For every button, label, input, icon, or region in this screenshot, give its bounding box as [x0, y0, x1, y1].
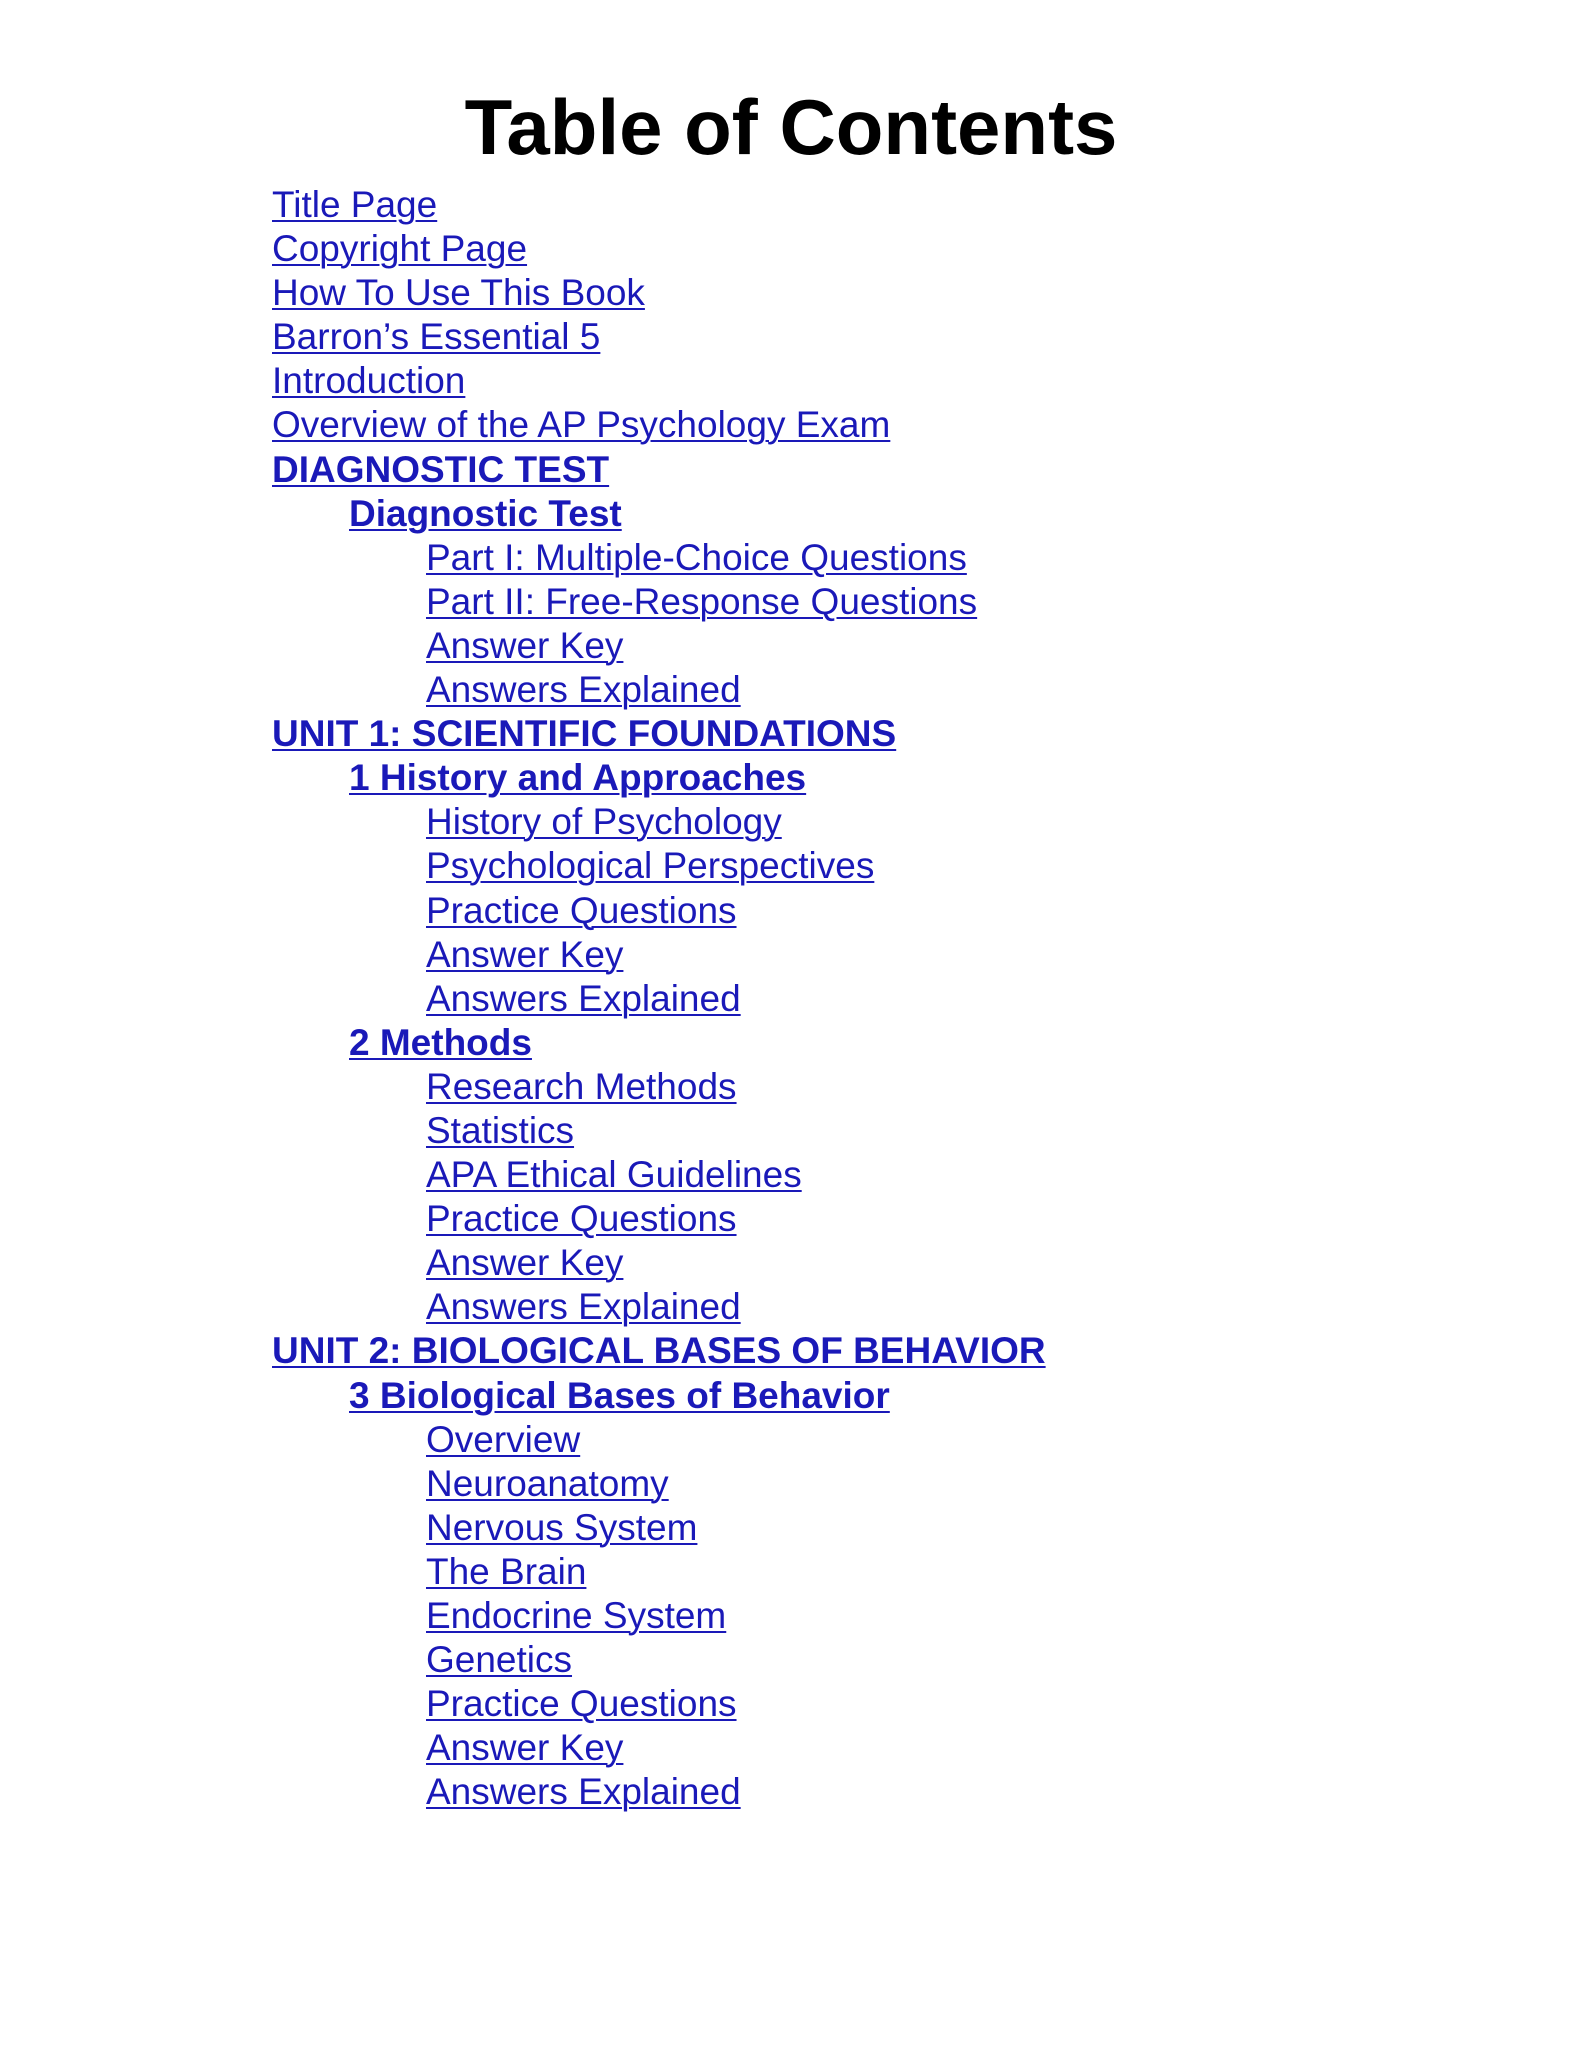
toc-front-matter-link[interactable]: Copyright Page — [272, 228, 528, 270]
toc-chapter-link[interactable]: Diagnostic Test — [349, 492, 622, 534]
toc-subsection-link[interactable]: Answers Explained — [426, 1771, 741, 1813]
toc-entry — [272, 1770, 1046, 1814]
toc-subsection-link[interactable]: Statistics — [426, 1109, 575, 1151]
toc-subsection-link[interactable]: Answers Explained — [426, 1286, 741, 1328]
toc-section-link[interactable]: UNIT 1: SCIENTIFIC FOUNDATIONS — [272, 713, 897, 755]
toc-subsection-link[interactable]: History of Psychology — [426, 801, 782, 843]
toc-subsection-link[interactable]: Practice Questions — [426, 1198, 737, 1240]
toc-entry — [272, 448, 1046, 492]
toc-subsection-link[interactable]: Genetics — [426, 1639, 573, 1681]
toc-front-matter-link[interactable]: Barron’s Essential 5 — [272, 316, 601, 358]
toc-entry — [272, 403, 1046, 447]
toc-entry — [272, 1241, 1046, 1285]
toc-subsection-link[interactable]: Part I: Multiple-Choice Questions — [426, 536, 967, 578]
toc-entry — [272, 1374, 1046, 1418]
toc-entry — [272, 1197, 1046, 1241]
toc-subsection-link[interactable]: The Brain — [426, 1550, 587, 1592]
toc-entry — [272, 227, 1046, 271]
toc-subsection-link[interactable]: APA Ethical Guidelines — [426, 1154, 802, 1196]
toc-subsection-link[interactable]: Answer Key — [426, 1727, 624, 1769]
toc-entry — [272, 271, 1046, 315]
toc-entry — [272, 183, 1046, 227]
toc-entry — [272, 1726, 1046, 1770]
toc-subsection-link[interactable]: Practice Questions — [426, 1683, 737, 1725]
toc-front-matter-link[interactable]: Title Page — [272, 184, 438, 225]
toc-front-matter-link[interactable]: Overview of the AP Psychology Exam — [272, 404, 891, 446]
toc-entry — [272, 1065, 1046, 1109]
toc-subsection-link[interactable]: Answer Key — [426, 624, 624, 666]
toc-entry — [272, 315, 1046, 359]
toc-subsection-link[interactable]: Answer Key — [426, 1242, 624, 1284]
toc-entry — [272, 712, 1046, 756]
toc-entry — [272, 359, 1046, 403]
toc-entry — [272, 1285, 1046, 1329]
toc-entry — [272, 800, 1046, 844]
toc-entry — [272, 1550, 1046, 1594]
toc-entry — [272, 756, 1046, 800]
toc-chapter-link[interactable]: 1 History and Approaches — [349, 757, 807, 799]
toc-entry — [272, 1594, 1046, 1638]
toc-front-matter-link[interactable]: Introduction — [272, 360, 466, 402]
toc-entry — [272, 624, 1046, 668]
toc-subsection-link[interactable]: Practice Questions — [426, 889, 737, 931]
toc-entry — [272, 536, 1046, 580]
toc-subsection-link[interactable]: Endocrine System — [426, 1595, 727, 1636]
toc-subsection-link[interactable]: Answer Key — [426, 933, 624, 975]
toc-entry — [272, 977, 1046, 1021]
toc-entry — [272, 1153, 1046, 1197]
toc-entry — [272, 1462, 1046, 1506]
toc-subsection-link[interactable]: Psychological Perspectives — [426, 845, 875, 887]
toc-subsection-link[interactable]: Overview — [426, 1418, 581, 1460]
toc-subsection-link[interactable]: Answers Explained — [426, 977, 741, 1019]
toc-entry — [272, 1682, 1046, 1726]
toc-chapter-link[interactable]: 3 Biological Bases of Behavior — [349, 1374, 890, 1416]
toc-entry — [272, 492, 1046, 536]
toc-subsection-link[interactable]: Research Methods — [426, 1065, 737, 1107]
toc-entry — [272, 1109, 1046, 1153]
toc-subsection-link[interactable]: Answers Explained — [426, 669, 741, 711]
toc-list — [272, 183, 1046, 1814]
toc-entry — [272, 844, 1046, 888]
toc-entry — [272, 889, 1046, 933]
toc-entry — [272, 1329, 1046, 1373]
toc-entry — [272, 668, 1046, 712]
toc-entry — [272, 933, 1046, 977]
toc-entry — [272, 1638, 1046, 1682]
toc-entry — [272, 1418, 1046, 1462]
toc-subsection-link[interactable]: Nervous System — [426, 1506, 698, 1548]
toc-subsection-link[interactable]: Neuroanatomy — [426, 1462, 669, 1504]
toc-entry — [272, 1506, 1046, 1550]
toc-front-matter-link[interactable]: How To Use This Book — [272, 272, 645, 314]
toc-section-link[interactable]: DIAGNOSTIC TEST — [272, 448, 610, 490]
toc-subsection-link[interactable]: Part II: Free-Response Questions — [426, 580, 978, 622]
toc-entry — [272, 580, 1046, 624]
toc-entry — [272, 1021, 1046, 1065]
toc-section-link[interactable]: UNIT 2: BIOLOGICAL BASES OF BEHAVIOR — [272, 1330, 1046, 1372]
page-title: Table of Contents — [464, 83, 1118, 171]
toc-chapter-link[interactable]: 2 Methods — [349, 1021, 532, 1063]
